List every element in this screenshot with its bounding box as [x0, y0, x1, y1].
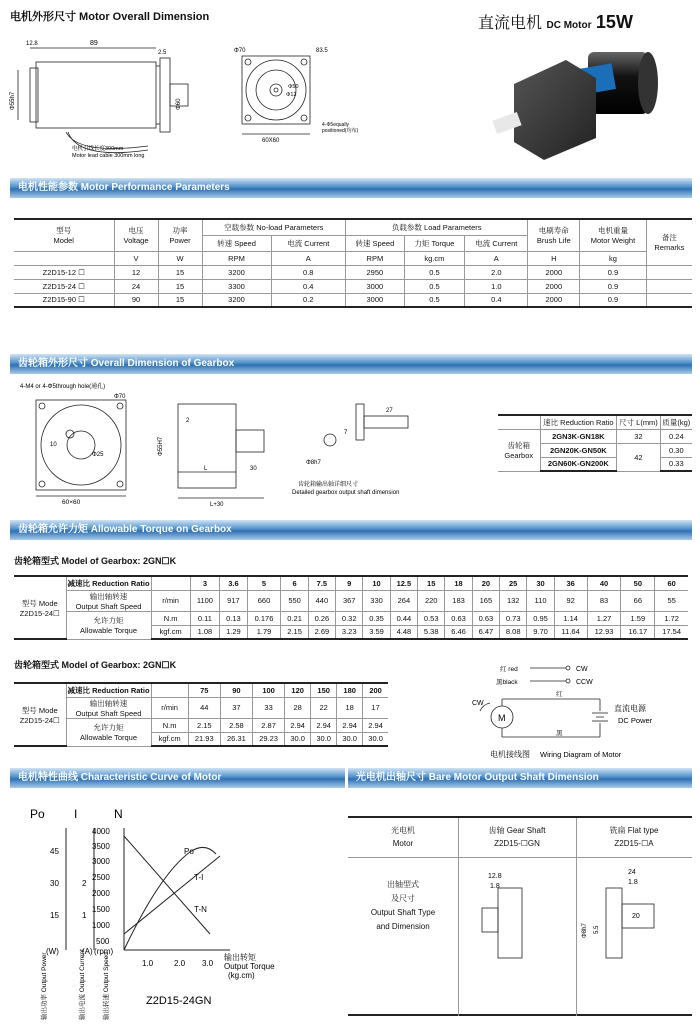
- svg-text:T-N: T-N: [194, 905, 207, 914]
- svg-text:10: 10: [50, 442, 57, 448]
- svg-text:(W): (W): [46, 947, 59, 956]
- svg-text:2000: 2000: [92, 889, 110, 898]
- svg-text:CW: CW: [576, 666, 588, 673]
- svg-text:L: L: [204, 466, 208, 472]
- svg-text:黑: 黑: [556, 730, 563, 737]
- torque-table-1: [14, 575, 688, 640]
- svg-text:(A): (A): [82, 947, 93, 956]
- dimension-title: 电机外形尺寸 Motor Overall Dimension: [10, 11, 210, 23]
- performance-table: 型号 Model 电压 Voltage 功率 Power 空载参数 No-load Parameters 负载参数 Load Parameters 电刷寿命 Brush Life 电机重量 Motor Weight 备注 Remarks 转速 Speed 电流 Current 转速 Speed 力矩 Torque 电流 Current V W RPM A RPM kg.cm A H kg Z2D15-12 ☐ 12 15 3200 0.8 2950 0.5 2.0 2000 0.9 Z2D15-24 ☐ 24 15 3300 0.4 3000 0.5 1.0 2000 0.9 Z2D15-90 ☐ 90 15 3200 0.2 3000 0.5 0.4 2000 0.9: [14, 218, 692, 308]
- svg-text:30: 30: [50, 879, 59, 888]
- svg-text:60×60: 60×60: [62, 499, 81, 506]
- svg-text:Φ55H7: Φ55H7: [158, 436, 164, 456]
- svg-text:T-I: T-I: [194, 873, 204, 882]
- svg-text:12.8: 12.8: [488, 873, 502, 880]
- svg-text:500: 500: [96, 937, 110, 946]
- svg-text:输出转矩: 输出转矩: [224, 953, 256, 962]
- svg-text:M: M: [498, 713, 506, 723]
- svg-text:27: 27: [386, 408, 393, 414]
- svg-text:Φ50: Φ50: [288, 84, 299, 90]
- svg-text:Φ8h7: Φ8h7: [306, 460, 321, 466]
- perf-row: Z2D15-12 ☐ 12 15 3200 0.8 2950 0.5 2.0 2000 0.9: [14, 265, 692, 279]
- svg-text:20: 20: [632, 913, 640, 920]
- svg-text:Φ8h7: Φ8h7: [582, 923, 588, 938]
- svg-text:直流电源: 直流电源: [614, 704, 646, 713]
- svg-text:12.8: 12.8: [26, 41, 38, 47]
- svg-text:I: I: [74, 807, 78, 821]
- svg-text:Po: Po: [30, 807, 45, 821]
- svg-text:1.8: 1.8: [490, 883, 500, 890]
- torque-row: kgf.cm 21.93 26.31 29.23 30.0 30.0 30.0 30.0: [14, 732, 388, 746]
- svg-text:1.8: 1.8: [628, 879, 638, 886]
- svg-text:DC Power: DC Power: [618, 716, 653, 725]
- svg-text:齿轮箱输出轴详细尺寸: 齿轮箱输出轴详细尺寸: [298, 482, 359, 488]
- svg-text:电机引线长度300mm: 电机引线长度300mm: [72, 146, 124, 152]
- svg-text:(rpm): (rpm): [94, 947, 114, 956]
- torque-row: 型号 Mode Z2D15-24☐ 减速比 Reduction Ratio 3 3.6 5 6 7.5 9 10 12.5 15 18 20 25 30 36 40 50 60: [14, 576, 688, 590]
- perf-row: Z2D15-90 ☐ 90 15 3200 0.2 3000 0.5 0.4 2000 0.9: [14, 293, 692, 307]
- svg-text:4-Φ5equally: 4-Φ5equally: [322, 122, 350, 128]
- motor-side-drawing: [8, 30, 208, 165]
- torque-row: 允许力矩 Allowable Torque N.m 0.11 0.13 0.176 0.21 0.26 0.32 0.35 0.44 0.53 0.63 0.63 0.73 0.95 1.14 1.27 1.59 1.72: [14, 611, 688, 625]
- svg-text:2.0: 2.0: [174, 959, 186, 968]
- svg-text:3.0: 3.0: [202, 959, 214, 968]
- svg-text:Φ60: Φ60: [176, 98, 182, 110]
- gearbox-drawing: [10, 380, 490, 510]
- svg-text:3500: 3500: [92, 842, 110, 851]
- svg-text:24: 24: [628, 869, 636, 876]
- svg-text:红: 红: [556, 691, 563, 698]
- svg-text:输出电流 Output Current: 输出电流 Output Current: [79, 949, 86, 1020]
- svg-text:输出转速 Output Speed: 输出转速 Output Speed: [103, 952, 110, 1020]
- gearbox-table: 速比 Reduction Ratio 尺寸 L(mm) 质量(kg) 齿轮箱 Gearbox 2GN3K-GN18K 32 0.24 2GN20K-GN50K 42 0.30 2GN60K-GN200K 0.33: [498, 414, 692, 472]
- curve-section-bar: 电机特性曲线 Characteristic Curve of Motor: [10, 768, 345, 788]
- svg-text:输出功率 Output Power: 输出功率 Output Power: [41, 952, 48, 1020]
- svg-text:Φ70: Φ70: [234, 48, 246, 54]
- svg-text:Φ70: Φ70: [114, 394, 126, 400]
- svg-text:1: 1: [82, 911, 87, 920]
- svg-text:L+30: L+30: [210, 502, 224, 508]
- svg-text:Φ55h7: Φ55h7: [10, 91, 16, 110]
- svg-text:4-M4 or 4-Φ5through hole(通孔): 4-M4 or 4-Φ5through hole(通孔): [20, 384, 106, 390]
- torque-row: 允许力矩 Allowable Torque N.m 2.15 2.58 2.87 2.94 2.94 2.94 2.94: [14, 718, 388, 732]
- svg-text:Φ12: Φ12: [286, 92, 297, 98]
- characteristic-curve: [10, 794, 340, 1024]
- svg-text:60X60: 60X60: [262, 138, 280, 144]
- perf-row: Z2D15-24 ☐ 24 15 3300 0.4 3000 0.5 1.0 2000 0.9: [14, 279, 692, 293]
- gearbox-section-bar: 齿轮箱外形尺寸 Overall Dimension of Gearbox: [10, 354, 692, 374]
- motor-photo: [488, 38, 678, 160]
- svg-text:2: 2: [82, 879, 87, 888]
- svg-text:45: 45: [50, 847, 59, 856]
- torque-row: 输出轴转速 Output Shaft Speed r/min 1100 917 660 550 440 367 330 264 220 183 165 132 110 92 83 66 55: [14, 590, 688, 611]
- svg-text:30: 30: [250, 466, 257, 472]
- svg-text:CCW: CCW: [576, 679, 593, 686]
- svg-text:5.5: 5.5: [594, 925, 600, 934]
- torque-row: kgf.cm 1.08 1.29 1.79 2.15 2.69 3.23 3.59 4.48 5.38 6.46 6.47 8.08 9.70 11.64 12.93 16.17 17.54: [14, 625, 688, 639]
- torque-table-2: [14, 682, 388, 747]
- torque-table1-title: 齿轮箱型式 Model of Gearbox: 2GN☐K: [14, 556, 177, 566]
- svg-text:Po: Po: [184, 847, 194, 856]
- torque-row: 输出轴转速 Output Shaft Speed r/min 44 37 33 28 22 18 17: [14, 697, 388, 718]
- svg-text:83.5: 83.5: [316, 48, 328, 54]
- svg-text:1000: 1000: [92, 921, 110, 930]
- shaft-table: 光电机 Motor 齿轴 Gear Shaft Z2D15-☐GN 铣扁 Flat type Z2D15-☐A 出轴型式 及尺寸 Output Shaft Type and Dimension 12.8 1.8 24 1.8 20 Φ8h7 5.5: [348, 816, 692, 1016]
- svg-text:CW: CW: [472, 700, 484, 707]
- svg-text:Detailed gearbox output shaft: Detailed gearbox output shaft dimension: [292, 490, 400, 496]
- svg-text:3000: 3000: [92, 857, 110, 866]
- svg-text:Motor lead cable 300mm long: Motor lead cable 300mm long: [72, 153, 145, 159]
- svg-text:N: N: [114, 807, 123, 821]
- torque-row: 型号 Mode Z2D15-24☐ 减速比 Reduction Ratio 75 90 100 120 150 180 200: [14, 683, 388, 697]
- svg-text:Z2D15-24GN: Z2D15-24GN: [146, 995, 212, 1007]
- svg-text:7: 7: [344, 430, 348, 436]
- product-title: 直流电机 DC Motor 15W: [478, 12, 633, 32]
- svg-text:2.5: 2.5: [158, 50, 167, 56]
- svg-text:4000: 4000: [92, 827, 110, 836]
- perf-section-bar: 电机性能参数 Motor Performance Parameters: [10, 178, 692, 198]
- svg-text:1500: 1500: [92, 905, 110, 914]
- svg-text:Wiring Diagram of Motor: Wiring Diagram of Motor: [540, 750, 622, 759]
- svg-text:1.0: 1.0: [142, 959, 154, 968]
- svg-text:positioned(均布): positioned(均布): [322, 128, 359, 134]
- svg-text:电机接线图: 电机接线图: [490, 750, 530, 759]
- torque-section-bar: 齿轮箱允许力矩 Allowable Torque on Gearbox: [10, 520, 692, 540]
- svg-text:(kg.cm): (kg.cm): [228, 971, 255, 980]
- svg-text:2500: 2500: [92, 873, 110, 882]
- motor-front-drawing: [228, 44, 359, 154]
- svg-text:黑black: 黑black: [496, 679, 518, 686]
- shaft-section-bar: 光电机出轴尺寸 Bare Motor Output Shaft Dimension: [348, 768, 692, 788]
- torque-table2-title: 齿轮箱型式 Model of Gearbox: 2GN☐K: [14, 660, 177, 670]
- svg-text:红 red: 红 red: [500, 666, 518, 673]
- svg-text:2: 2: [186, 418, 190, 424]
- svg-text:Output Torque: Output Torque: [224, 962, 275, 971]
- svg-text:15: 15: [50, 911, 59, 920]
- svg-text:89: 89: [90, 40, 98, 47]
- wiring-diagram: [450, 655, 690, 765]
- svg-text:Φ25: Φ25: [92, 452, 104, 458]
